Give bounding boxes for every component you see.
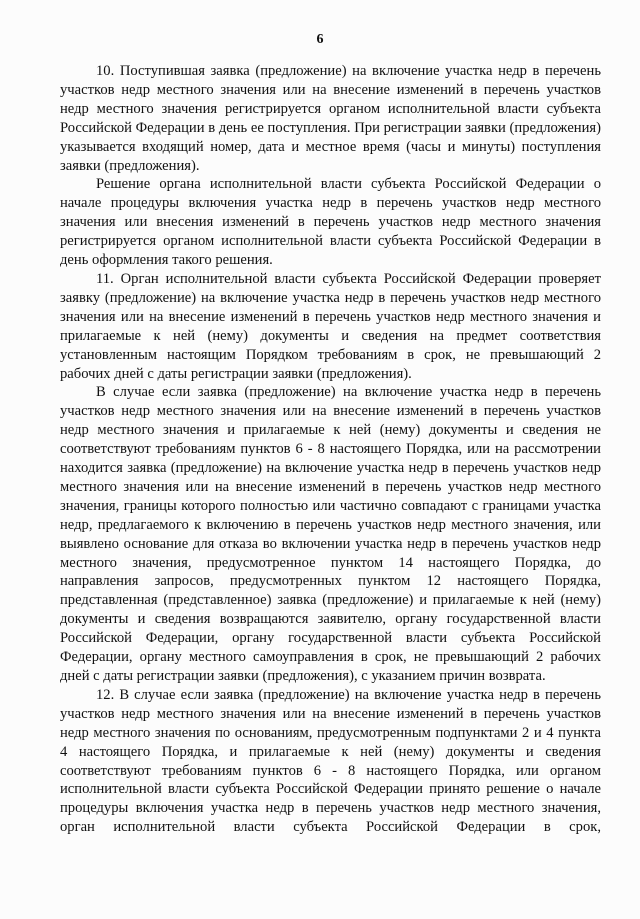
paragraph-10: 10. Поступившая заявка (предложение) на включение участка недр в перечень участков недр местного значения или на внесение изменений в перечень участков недр местного значения регистрируется органом исполнительной власти субъекта Российской Федерации в день ее поступления. При регистрации заявки (предложения) указывается входящий номер, дата и местное время (часы и минуты) поступления заявки (предложения). [60,63,601,174]
document-body [60,62,601,837]
page-number: 6 [316,32,324,47]
paragraph-return-conditions: В случае если заявка (предложение) на включение участка недр в перечень участков недр местного значения или на внесение изменений в перечень участков недр местного значения и прилагаемые к ней (нему) документы и сведения не соответствуют требованиям пунктов 6 - 8 настоящего Порядка, или на рассмотрении находится заявка (предложение) на включение участка недр в перечень участков недр местного значения или на внесение изменений в перечень участков недр местного значения, границы которого полностью или частично совпадают с границами участка недр, предлагаемого к включению в перечень участков недр местного значения, или выявлено основание для отказа во включении участка недр в перечень участков недр местного значения, предусмотренное пунктом 14 настоящего Порядка, до направления запросов, предусмотренных пунктом 12 настоящего Порядка, представленная (представленное) заявка (предложение) и прилагаемые к ней (нему) документы и сведения возвращаются заявителю, органу государственной власти Российской Федерации, органу государственной власти субъекта Российской Федерации, органу местного самоуправления в срок, не превышающий 2 рабочих дней с даты регистрации заявки (предложения), с указанием причин возврата. [60,384,601,684]
paragraph-12: 12. В случае если заявка (предложение) на включение участка недр в перечень участков недр местного значения или на внесение изменений в перечень участков недр местного значения по основаниям, предусмотренным подпунктами 2 и 4 пункта 4 настоящего Порядка, и прилагаемые к ней (нему) документы и сведения соответствуют требованиям пунктов 6 - 8 настоящего Порядка, или органом исполнительной власти субъекта Российской Федерации принято решение о начале процедуры включения участка недр в перечень участков недр местного значения, орган исполнительной власти субъекта Российской Федерации в срок, [60,686,601,836]
paragraph-11: 11. Орган исполнительной власти субъекта Российской Федерации проверяет заявку (предложение) на включение участка недр в перечень участков недр местного значения или на внесение изменений в перечень участков недр местного значения и прилагаемые к ней (нему) документы и сведения на предмет соответствия установленным настоящим Порядком требованиям в срок, не превышающий 2 рабочих дней с даты регистрации заявки (предложения). [60,270,601,382]
paragraph-decision-registration: Решение органа исполнительной власти субъекта Российской Федерации о начале процедуры включения участка недр в перечень участков недр местного значения или внесения изменений в перечень участков недр местного значения регистрируется органом исполнительной власти субъекта Российской Федерации в день оформления такого решения. [60,176,601,269]
